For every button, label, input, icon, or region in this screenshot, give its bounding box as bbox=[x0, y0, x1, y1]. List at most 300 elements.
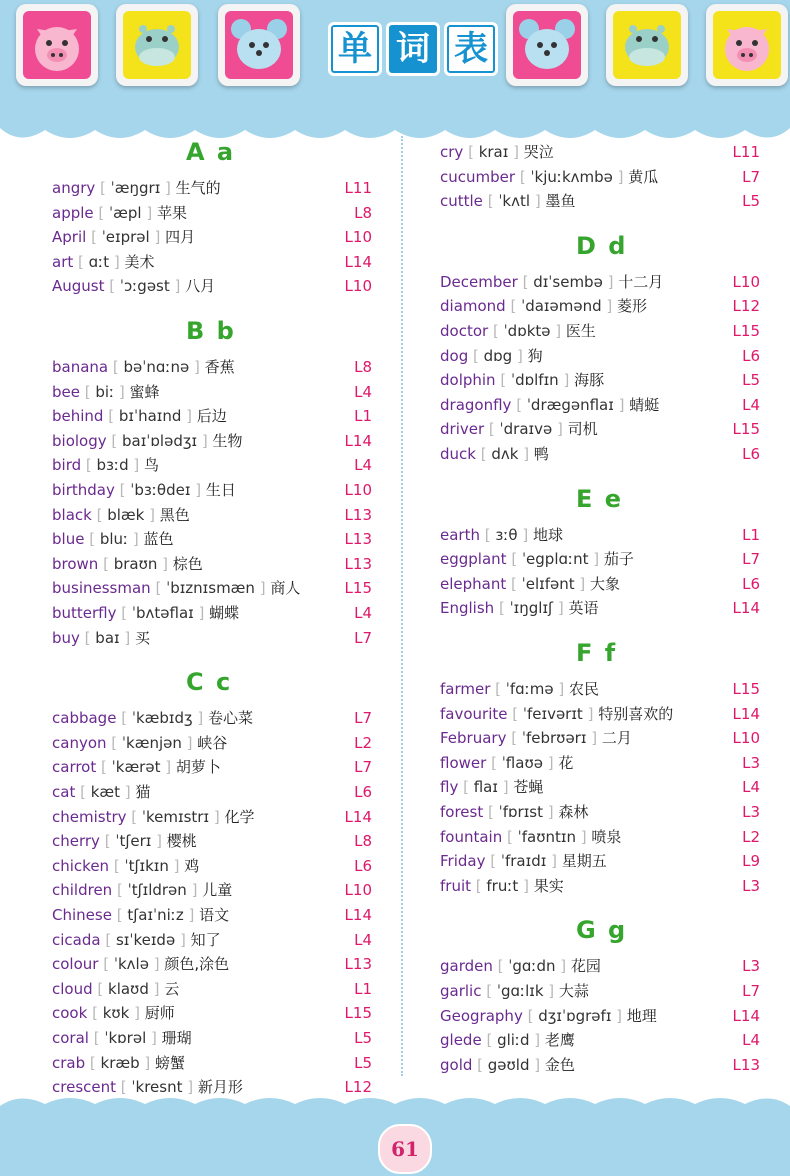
vocab-meaning: 老鹰 bbox=[544, 1031, 575, 1050]
vocab-phonetic: ˈkæbɪdʒ bbox=[131, 709, 193, 728]
vocab-meaning: 厨师 bbox=[144, 1004, 175, 1023]
bracket-open: [ bbox=[96, 758, 112, 777]
vocab-meaning: 英语 bbox=[568, 599, 599, 618]
vocab-meaning: 卷心菜 bbox=[208, 709, 254, 728]
vocab-phonetic: dʒɪˈɒgrəfɪ bbox=[538, 1006, 612, 1025]
vocab-lesson: L15 bbox=[344, 579, 372, 598]
bracket-close: ] bbox=[612, 167, 629, 186]
bracket-close: ] bbox=[168, 856, 185, 875]
vocab-word: chemistry bbox=[52, 807, 127, 826]
vocab-word: cuttle bbox=[440, 192, 483, 211]
vocab-word: cicada bbox=[52, 930, 101, 949]
bracket-close: ] bbox=[613, 395, 630, 414]
vocab-meaning: 果实 bbox=[533, 876, 564, 895]
vocab-lesson: L1 bbox=[742, 525, 760, 544]
vocab-word: diamond bbox=[440, 297, 506, 316]
bracket-open: [ bbox=[87, 1004, 103, 1023]
bracket-close: ] bbox=[518, 876, 534, 895]
vocab-word: birthday bbox=[52, 481, 115, 499]
section-letter: A a bbox=[186, 138, 236, 166]
vocab-phonetic: ˈfaʊntɪn bbox=[517, 827, 576, 846]
bracket-close: ] bbox=[148, 979, 165, 998]
bracket-close: ] bbox=[508, 143, 524, 161]
vocab-entry bbox=[440, 270, 663, 294]
vocab-word: art bbox=[52, 252, 74, 271]
bracket-close: ] bbox=[148, 955, 165, 974]
bracket-close: ] bbox=[109, 252, 125, 271]
vocab-lesson: L5 bbox=[354, 1029, 372, 1047]
vocab-phonetic: blæk bbox=[107, 505, 145, 524]
bracket-open: [ bbox=[86, 228, 102, 247]
vocab-lesson: L3 bbox=[742, 753, 760, 772]
vocab-phonetic: klaʊd bbox=[108, 979, 149, 998]
vocab-entry bbox=[440, 979, 589, 1003]
vocab-meaning: 螃蟹 bbox=[155, 1053, 186, 1072]
vocab-lesson: L1 bbox=[354, 979, 372, 998]
vocab-phonetic: ˈdraɪvə bbox=[499, 420, 553, 439]
vocab-word: angry bbox=[52, 179, 96, 197]
bracket-close: ] bbox=[193, 604, 210, 622]
vocab-entry bbox=[440, 442, 549, 466]
vocab-phonetic: ˈfeɪvərɪt bbox=[522, 704, 583, 723]
bracket-open: [ bbox=[490, 680, 506, 698]
vocab-meaning: 商人 bbox=[270, 579, 301, 598]
vocab-meaning: 星期五 bbox=[561, 852, 607, 871]
vocab-phonetic: ˈfebrʊərɪ bbox=[521, 729, 587, 748]
vocab-word: fly bbox=[440, 778, 459, 797]
vocab-meaning: 蓝色 bbox=[143, 530, 174, 549]
vocab-meaning: 新月形 bbox=[197, 1078, 243, 1097]
vocab-lesson: L15 bbox=[344, 1004, 372, 1023]
vocab-entry bbox=[440, 294, 647, 318]
vocab-phonetic: ˈgɑːlɪk bbox=[496, 982, 544, 1000]
vocab-entry bbox=[52, 952, 229, 976]
vocab-entry bbox=[52, 250, 155, 274]
bracket-open: [ bbox=[472, 1055, 488, 1074]
bracket-close: ] bbox=[518, 445, 534, 463]
vocab-meaning: 生物 bbox=[212, 431, 243, 450]
bracket-open: [ bbox=[495, 371, 511, 390]
vocab-word: banana bbox=[52, 358, 109, 376]
bracket-close: ] bbox=[209, 807, 225, 826]
vocab-word: garden bbox=[440, 957, 493, 976]
vocab-lesson: L7 bbox=[354, 758, 372, 777]
vocab-lesson: L4 bbox=[354, 604, 372, 622]
bracket-open: [ bbox=[463, 143, 479, 161]
vocab-phonetic: ˈelɪfənt bbox=[521, 574, 575, 593]
vocab-phonetic: ˈkjuːkʌmbə bbox=[530, 167, 613, 186]
footer-scallop bbox=[0, 1090, 790, 1120]
vocab-word: elephant bbox=[440, 574, 507, 593]
bracket-open: [ bbox=[486, 753, 502, 772]
vocab-word: flower bbox=[440, 753, 487, 772]
vocab-meaning: 地理 bbox=[626, 1006, 657, 1025]
vocab-phonetic: ˈegplɑːnt bbox=[521, 550, 589, 569]
vocab-meaning: 司机 bbox=[567, 420, 598, 439]
bracket-close: ] bbox=[543, 803, 559, 821]
vocab-phonetic: ˈdɒlfɪn bbox=[510, 371, 559, 390]
vocab-entry bbox=[52, 829, 197, 853]
vocab-entry bbox=[52, 780, 150, 804]
bracket-open: [ bbox=[471, 876, 487, 895]
bracket-close: ] bbox=[552, 420, 568, 439]
bracket-open: [ bbox=[481, 982, 497, 1000]
vocab-meaning: 特别喜欢的 bbox=[598, 704, 674, 723]
vocab-lesson: L12 bbox=[344, 1078, 372, 1097]
vocab-entry bbox=[52, 380, 160, 404]
bracket-open: [ bbox=[95, 179, 111, 197]
vocab-entry bbox=[52, 201, 187, 225]
vocab-meaning: 生日 bbox=[205, 481, 236, 499]
vocab-phonetic: ˈkresnt bbox=[131, 1078, 183, 1097]
vocab-meaning: 儿童 bbox=[202, 881, 233, 900]
vocab-meaning: 八月 bbox=[185, 277, 216, 296]
vocab-lesson: L10 bbox=[732, 272, 760, 291]
vocab-word: Geography bbox=[440, 1006, 523, 1025]
vocab-entry bbox=[52, 1001, 175, 1025]
vocab-phonetic: ˈkærət bbox=[111, 758, 161, 777]
bracket-open: [ bbox=[475, 445, 492, 463]
vocab-meaning: 喷泉 bbox=[591, 827, 622, 846]
vocab-entry bbox=[440, 1004, 657, 1028]
vocab-meaning: 黄瓜 bbox=[628, 167, 659, 186]
vocab-lesson: L13 bbox=[344, 530, 372, 549]
vocab-entry bbox=[52, 903, 229, 927]
bracket-close: ] bbox=[120, 783, 136, 801]
vocab-lesson: L14 bbox=[732, 1006, 760, 1025]
vocab-meaning: 农民 bbox=[569, 680, 600, 698]
vocab-meaning: 金色 bbox=[544, 1055, 575, 1074]
vocab-word: cabbage bbox=[52, 709, 117, 728]
vocab-meaning: 鸭 bbox=[533, 445, 549, 463]
vocab-entry bbox=[52, 805, 254, 829]
vocab-phonetic: ˈæpl bbox=[109, 203, 142, 222]
vocab-lesson: L14 bbox=[344, 252, 372, 271]
vocab-entry bbox=[52, 755, 221, 779]
vocab-phonetic: fruːt bbox=[486, 876, 519, 895]
vocab-word: duck bbox=[440, 445, 476, 463]
bracket-open: [ bbox=[458, 778, 474, 797]
vocab-phonetic: biː bbox=[95, 382, 115, 401]
vocab-meaning: 狗 bbox=[527, 346, 543, 365]
bracket-close: ] bbox=[611, 1006, 627, 1025]
vocab-meaning: 知了 bbox=[190, 930, 221, 949]
vocab-word: cook bbox=[52, 1004, 88, 1023]
vocab-phonetic: dɪˈsembə bbox=[533, 272, 603, 291]
vocab-phonetic: gliːd bbox=[497, 1031, 530, 1050]
vocab-entry bbox=[440, 319, 596, 343]
vocab-lesson: L10 bbox=[344, 881, 372, 900]
bracket-open: [ bbox=[98, 955, 114, 974]
vocab-phonetic: gəʊld bbox=[487, 1055, 530, 1074]
vocab-meaning: 花园 bbox=[570, 957, 601, 976]
vocab-meaning: 花 bbox=[558, 753, 574, 772]
bracket-open: [ bbox=[468, 346, 484, 365]
mouse-tile-right bbox=[506, 4, 588, 86]
vocab-phonetic: dʌk bbox=[491, 445, 519, 463]
vocab-lesson: L15 bbox=[732, 680, 760, 698]
bracket-open: [ bbox=[488, 322, 504, 340]
vocab-word: businessman bbox=[52, 579, 151, 598]
vocab-lesson: L14 bbox=[344, 807, 372, 826]
vocab-word: children bbox=[52, 881, 113, 900]
vocab-lesson: L7 bbox=[354, 628, 372, 647]
vocab-phonetic: dɒg bbox=[483, 346, 513, 365]
vocab-lesson: L6 bbox=[354, 783, 372, 801]
vocab-word: dragonfly bbox=[440, 395, 512, 414]
bracket-open: [ bbox=[479, 525, 496, 544]
bracket-close: ] bbox=[543, 982, 559, 1000]
vocab-word: February bbox=[440, 729, 507, 748]
bracket-open: [ bbox=[492, 957, 509, 976]
bracket-close: ] bbox=[550, 322, 566, 340]
bracket-close: ] bbox=[189, 358, 205, 376]
vocab-phonetic: ˈdaɪəmənd bbox=[521, 297, 602, 316]
bracket-close: ] bbox=[149, 228, 166, 247]
vocab-word: April bbox=[52, 228, 87, 247]
vocab-meaning: 菱形 bbox=[617, 297, 648, 316]
bracket-open: [ bbox=[109, 856, 125, 875]
vocab-entry bbox=[52, 854, 199, 878]
vocab-phonetic: ˈɔːgəst bbox=[119, 277, 170, 296]
vocab-entry bbox=[440, 775, 543, 799]
vocab-entry bbox=[52, 429, 243, 453]
pig-icon bbox=[23, 11, 91, 79]
vocab-entry bbox=[440, 547, 634, 571]
vocab-phonetic: baɪ bbox=[95, 628, 120, 647]
vocab-phonetic: kraɪ bbox=[478, 143, 509, 161]
vocab-meaning: 森林 bbox=[558, 803, 589, 821]
bracket-open: [ bbox=[505, 297, 522, 316]
bracket-close: ] bbox=[146, 1029, 162, 1047]
vocab-phonetic: ˈbɪznɪsmæn bbox=[166, 579, 255, 598]
vocab-word: English bbox=[440, 599, 495, 618]
page-title bbox=[328, 22, 502, 82]
vocab-entry bbox=[440, 874, 564, 898]
vocab-word: chicken bbox=[52, 856, 110, 875]
vocab-meaning: 苍蝇 bbox=[513, 778, 544, 797]
bracket-close: ] bbox=[497, 778, 514, 797]
vocab-lesson: L4 bbox=[742, 1031, 760, 1050]
vocab-word: August bbox=[52, 277, 105, 296]
vocab-lesson: L15 bbox=[732, 420, 760, 439]
vocab-word: fountain bbox=[440, 827, 503, 846]
vocab-phonetic: bɜːd bbox=[96, 456, 129, 475]
vocab-phonetic: ˈdɒktə bbox=[503, 322, 551, 340]
vocab-meaning: 蝴蝶 bbox=[209, 604, 240, 622]
vocab-entry bbox=[52, 1051, 185, 1075]
vocab-lesson: L5 bbox=[742, 371, 760, 390]
bracket-open: [ bbox=[485, 852, 501, 871]
column-divider bbox=[401, 136, 403, 1076]
bracket-close: ] bbox=[602, 272, 619, 291]
vocab-phonetic: kræb bbox=[100, 1053, 140, 1072]
vocab-meaning: 生气的 bbox=[175, 179, 221, 197]
bracket-close: ] bbox=[190, 481, 206, 499]
vocab-phonetic: ˈkænjən bbox=[121, 733, 182, 752]
vocab-phonetic: bɪˈhaɪnd bbox=[118, 407, 182, 426]
vocab-phonetic: kæt bbox=[90, 783, 121, 801]
vocab-meaning: 二月 bbox=[601, 729, 632, 748]
bracket-open: [ bbox=[481, 1031, 498, 1050]
hippo-icon bbox=[613, 11, 681, 79]
vocab-lesson: L8 bbox=[354, 203, 372, 222]
vocab-word: garlic bbox=[440, 982, 482, 1000]
vocab-entry bbox=[52, 527, 173, 551]
bracket-close: ] bbox=[157, 554, 173, 573]
bracket-close: ] bbox=[128, 456, 144, 475]
vocab-lesson: L4 bbox=[354, 930, 372, 949]
vocab-word: colour bbox=[52, 955, 99, 974]
vocab-word: Friday bbox=[440, 852, 486, 871]
bracket-open: [ bbox=[98, 554, 114, 573]
vocab-entry bbox=[52, 503, 190, 527]
vocab-lesson: L13 bbox=[344, 955, 372, 974]
vocab-lesson: L10 bbox=[344, 481, 372, 499]
vocab-lesson: L13 bbox=[732, 1055, 760, 1074]
vocab-meaning: 化学 bbox=[224, 807, 255, 826]
bracket-close: ] bbox=[517, 525, 533, 544]
vocab-entry bbox=[52, 706, 253, 730]
vocab-entry bbox=[52, 977, 179, 1001]
vocab-lesson: L13 bbox=[344, 505, 372, 524]
vocab-word: bird bbox=[52, 456, 82, 475]
vocab-word: crab bbox=[52, 1053, 86, 1072]
bracket-open: [ bbox=[515, 167, 531, 186]
vocab-entry bbox=[52, 274, 215, 298]
bracket-close: ] bbox=[586, 729, 602, 748]
bracket-close: ] bbox=[555, 957, 571, 976]
bracket-close: ] bbox=[529, 1031, 545, 1050]
vocab-word: dog bbox=[440, 346, 469, 365]
vocab-lesson: L7 bbox=[742, 167, 760, 186]
vocab-lesson: L4 bbox=[742, 395, 760, 414]
vocab-word: cat bbox=[52, 783, 76, 801]
vocab-word: cry bbox=[440, 143, 464, 161]
vocab-word: bee bbox=[52, 382, 80, 401]
bracket-open: [ bbox=[116, 709, 132, 728]
vocab-meaning: 哭泣 bbox=[523, 143, 554, 161]
vocab-phonetic: ˈfɑːmə bbox=[505, 680, 554, 698]
vocab-lesson: L3 bbox=[742, 876, 760, 895]
vocab-meaning: 珊瑚 bbox=[161, 1029, 192, 1047]
vocab-lesson: L2 bbox=[354, 733, 372, 752]
bracket-open: [ bbox=[116, 604, 132, 622]
bracket-open: [ bbox=[483, 803, 499, 821]
section-letter: F f bbox=[576, 639, 618, 667]
vocab-meaning: 樱桃 bbox=[166, 832, 197, 851]
vocab-entry bbox=[52, 404, 227, 428]
vocab-lesson: L7 bbox=[742, 982, 760, 1000]
vocab-word: cloud bbox=[52, 979, 93, 998]
vocab-meaning: 香蕉 bbox=[204, 358, 235, 376]
bracket-open: [ bbox=[84, 530, 100, 549]
hippo-tile-left bbox=[116, 4, 198, 86]
vocab-phonetic: ˈkʌtl bbox=[498, 192, 531, 211]
vocab-word: driver bbox=[440, 420, 485, 439]
vocab-lesson: L11 bbox=[344, 179, 372, 197]
mouse-tile-left bbox=[218, 4, 300, 86]
vocab-entry bbox=[52, 731, 227, 755]
bracket-close: ] bbox=[119, 628, 135, 647]
bracket-open: [ bbox=[116, 1078, 132, 1097]
vocab-entry bbox=[440, 417, 598, 441]
vocab-entry bbox=[440, 800, 588, 824]
vocab-lesson: L6 bbox=[742, 445, 760, 463]
bracket-open: [ bbox=[111, 906, 128, 924]
vocab-entry bbox=[440, 523, 563, 547]
bracket-close: ] bbox=[175, 930, 191, 949]
vocab-phonetic: ɜːθ bbox=[495, 525, 518, 544]
bracket-open: [ bbox=[91, 505, 108, 524]
vocab-lesson: L4 bbox=[354, 456, 372, 475]
bracket-close: ] bbox=[512, 346, 528, 365]
vocab-lesson: L3 bbox=[742, 957, 760, 976]
bracket-open: [ bbox=[494, 599, 510, 618]
vocab-phonetic: braʊn bbox=[113, 554, 158, 573]
bracket-close: ] bbox=[141, 203, 157, 222]
bracket-open: [ bbox=[75, 783, 91, 801]
vocab-phonetic: flaɪ bbox=[473, 778, 498, 797]
bracket-open: [ bbox=[507, 704, 523, 723]
vocab-word: earth bbox=[440, 525, 480, 544]
bracket-close: ] bbox=[530, 192, 546, 211]
section-letter: C c bbox=[186, 668, 233, 697]
vocab-entry bbox=[440, 702, 673, 726]
vocab-meaning: 胡萝卜 bbox=[175, 758, 221, 777]
vocab-word: biology bbox=[52, 431, 107, 450]
vocab-word: cherry bbox=[52, 832, 100, 851]
vocab-entry bbox=[52, 453, 159, 477]
vocab-phonetic: ˈbɜːθdeɪ bbox=[130, 481, 191, 499]
vocab-lesson: L9 bbox=[742, 852, 760, 871]
vocab-lesson: L6 bbox=[354, 856, 372, 875]
bracket-close: ] bbox=[144, 505, 160, 524]
vocab-phonetic: bluː bbox=[99, 530, 129, 549]
bracket-close: ] bbox=[181, 733, 198, 752]
vocab-entry bbox=[52, 478, 236, 502]
vocab-lesson: L13 bbox=[344, 554, 372, 573]
bracket-open: [ bbox=[506, 574, 522, 593]
vocab-entry bbox=[52, 878, 232, 902]
vocab-lesson: L8 bbox=[354, 832, 372, 851]
vocab-phonetic: ˈflaʊə bbox=[501, 753, 543, 772]
vocab-word: butterfly bbox=[52, 604, 117, 622]
bracket-open: [ bbox=[81, 456, 97, 475]
title-char: 词 bbox=[386, 22, 440, 76]
vocab-entry bbox=[440, 165, 658, 189]
pig-tile-right bbox=[706, 4, 788, 86]
vocab-phonetic: baɪˈɒlədʒɪ bbox=[122, 431, 198, 450]
vocab-lesson: L8 bbox=[354, 358, 372, 376]
vocab-entry bbox=[52, 1026, 192, 1050]
vocab-lesson: L7 bbox=[354, 709, 372, 728]
vocab-meaning: 后边 bbox=[196, 407, 227, 426]
vocab-meaning: 大象 bbox=[590, 574, 621, 593]
bracket-open: [ bbox=[92, 979, 109, 998]
vocab-meaning: 海豚 bbox=[574, 371, 605, 390]
vocab-lesson: L10 bbox=[344, 277, 372, 296]
bracket-close: ] bbox=[529, 1055, 545, 1074]
vocab-lesson: L1 bbox=[354, 407, 372, 426]
vocab-entry bbox=[440, 572, 620, 596]
vocab-word: favourite bbox=[440, 704, 508, 723]
vocab-lesson: L12 bbox=[732, 297, 760, 316]
vocab-word: doctor bbox=[440, 322, 489, 340]
vocab-phonetic: ˈæŋgrɪ bbox=[110, 179, 161, 197]
vocab-phonetic: ˈgɑːdn bbox=[508, 957, 556, 976]
vocab-word: behind bbox=[52, 407, 104, 426]
